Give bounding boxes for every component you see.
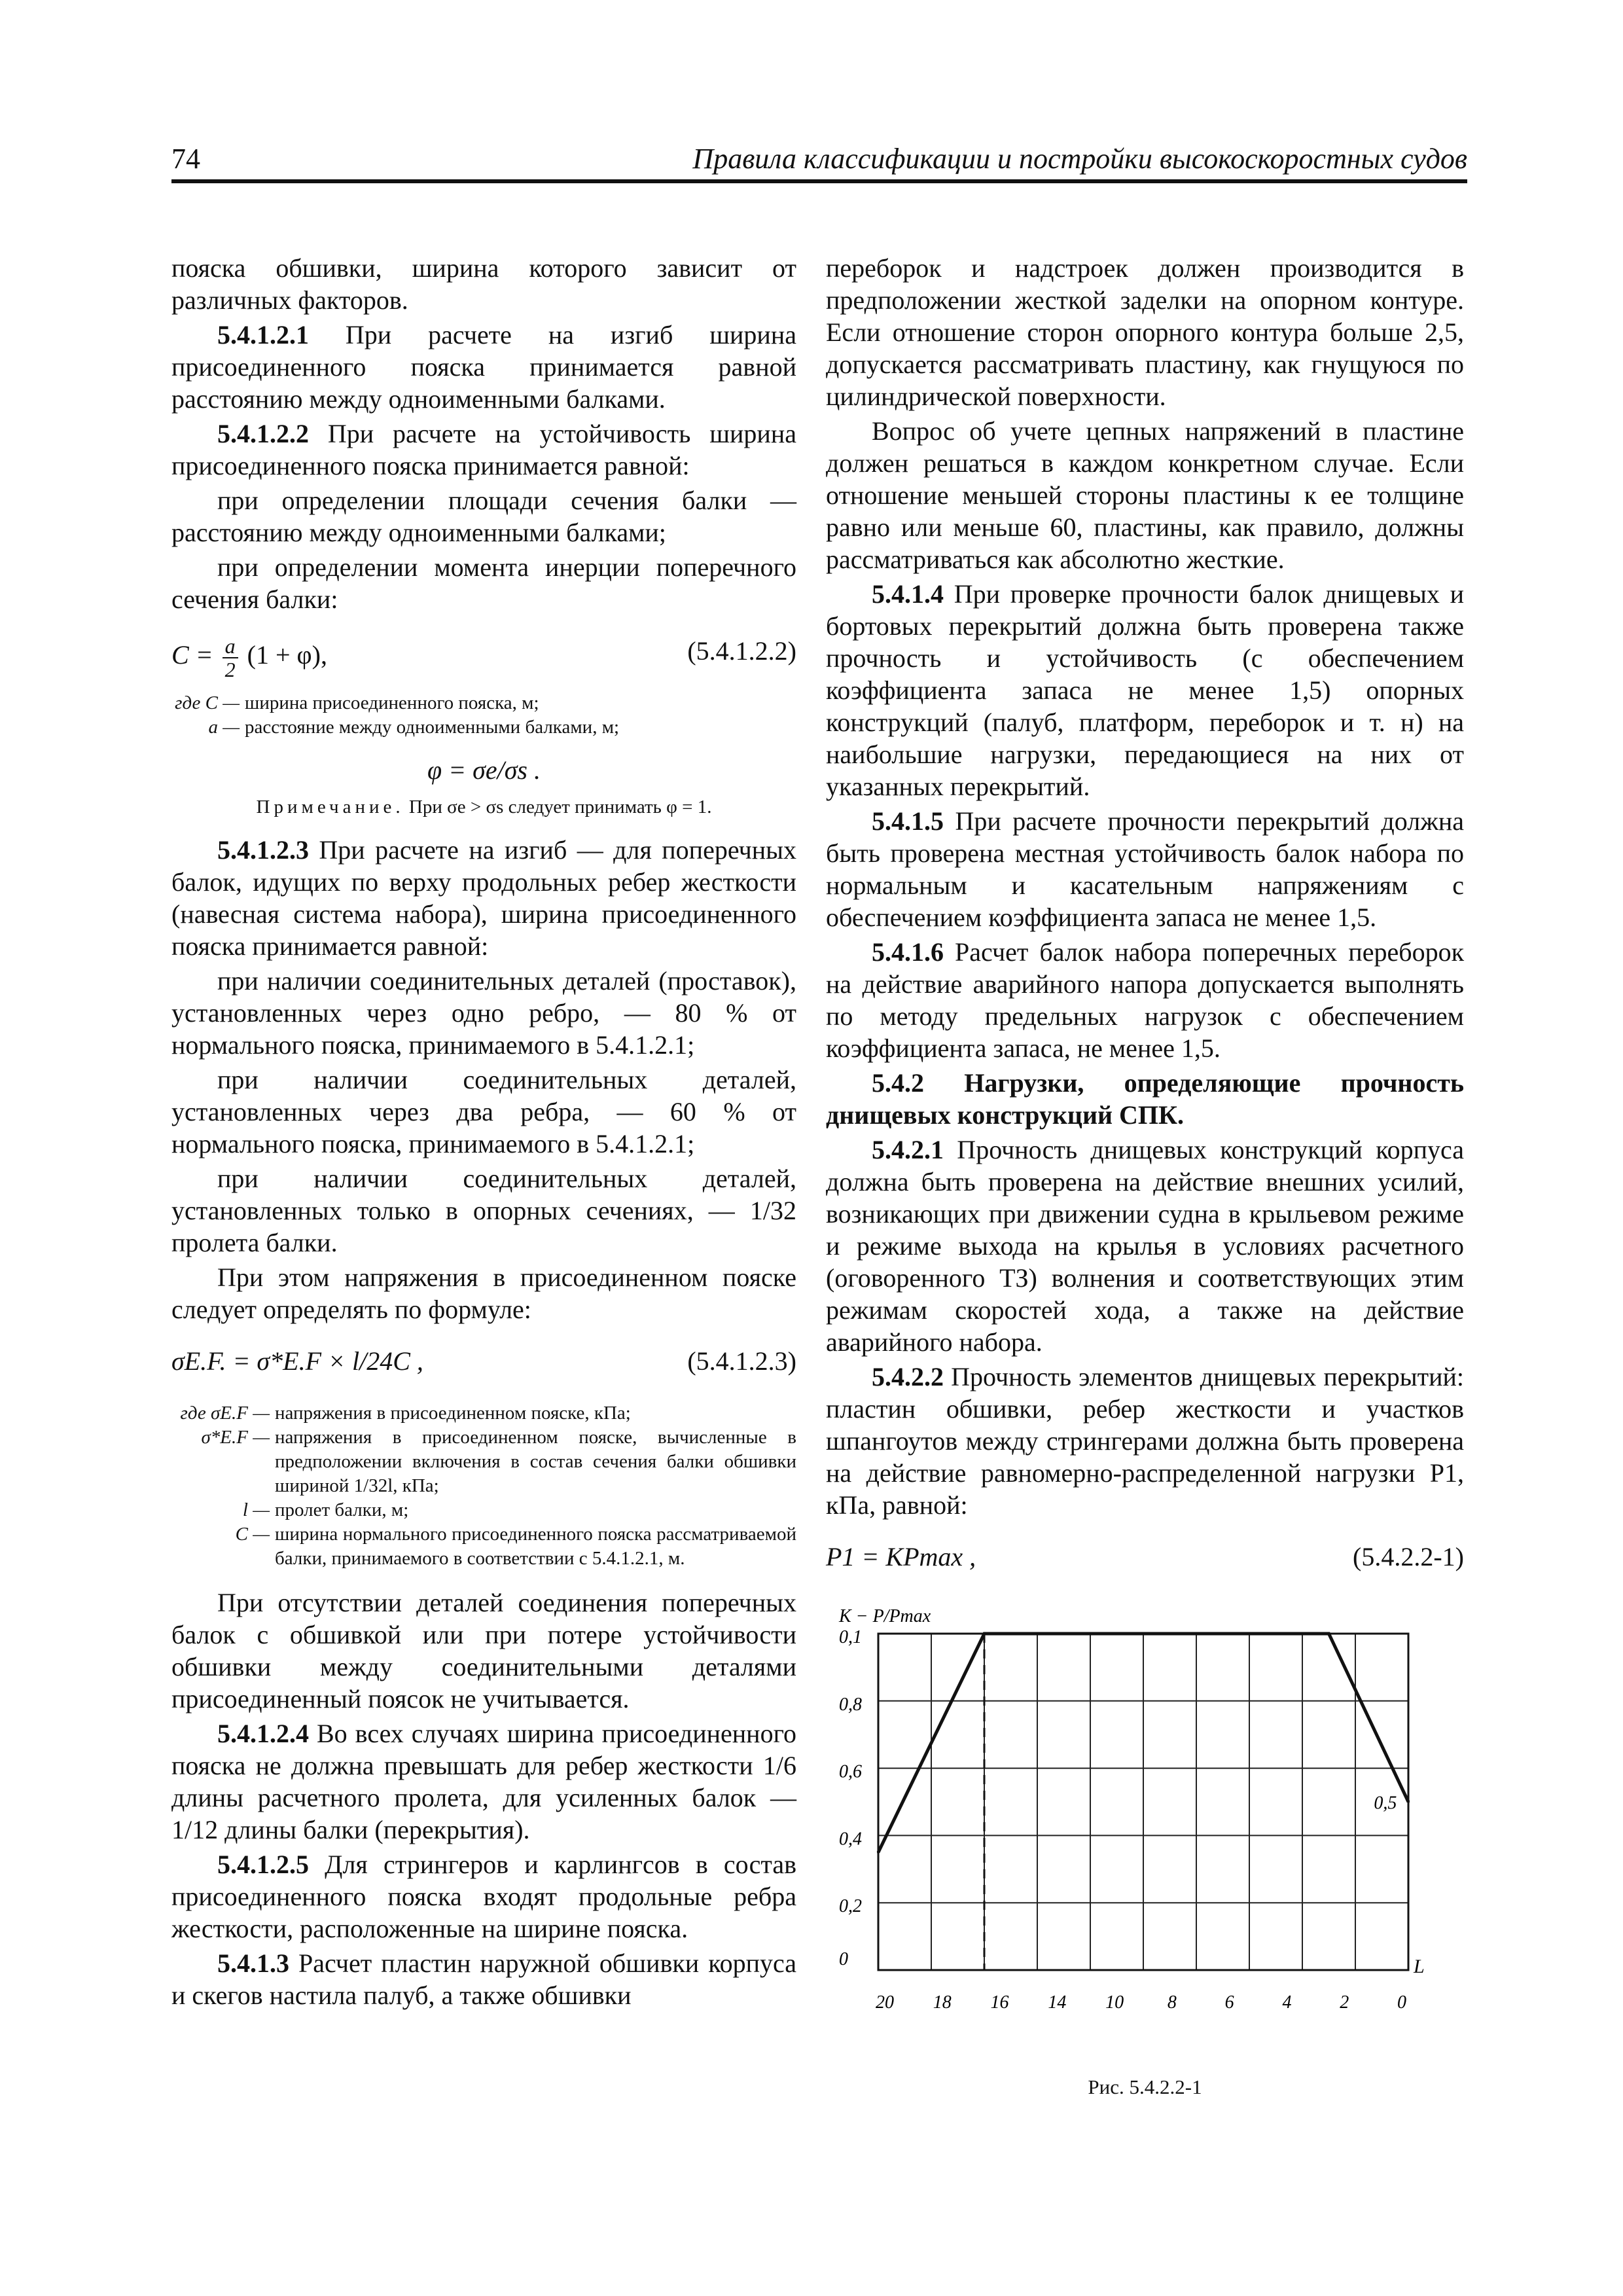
clause-text: Расчет пластин наружной обшивки корпуса и скегов настила палуб, а также обшивки [171, 1948, 796, 2010]
paragraph: Вопрос об учете цепных напряжений в пластине должен решаться в каждом конкретном случае. Если отношение меньшей стороны пластины к ее толщине равно или меньше 60, пластины, как правило, должны рассматриваться как абсолютно жесткие. [826, 416, 1464, 574]
clause-number: 5.4.1.2.4 [217, 1719, 309, 1748]
clause-text: При расчете на устойчивость ширина присоединенного пояска принимается равной: [171, 419, 796, 480]
x-tick-label: 0 [1397, 1992, 1406, 2013]
section-heading: 5.4.2 Нагрузки, определяющие прочность днищевых конструкций СПК. [826, 1068, 1464, 1130]
legend-definition: напряжения в присоединенном пояске, кПа; [275, 1403, 631, 1424]
y-tick-label: 0,1 [839, 1627, 862, 1647]
fraction [223, 635, 238, 681]
paragraph [171, 1947, 796, 2011]
legend-list [171, 691, 796, 740]
x-tick-label: 8 [1167, 1992, 1177, 2013]
clause-text: Во всех случаях ширина присоединенного пояска не должна превышать для ребер жесткости 1/6 длины расчетного пролета, для усиленных балок — 1/12 длины балки (перекрытия). [171, 1719, 796, 1844]
paragraph [171, 1717, 796, 1846]
paragraph [171, 1848, 796, 1945]
note [171, 795, 796, 819]
clause-text: Расчет балок набора поперечных переборок на действие аварийного напора допускается выполнять по методу предельных нагрузок с обеспечением коэффициента запаса, не менее 1,5. [826, 937, 1464, 1063]
note-text: При σe > σs следует принимать φ = 1. [404, 797, 712, 817]
fraction-numerator: a [223, 635, 238, 658]
running-title: Правила классификации и постройки высокоскоростных судов [692, 143, 1467, 175]
clause-text: При расчете на изгиб ширина присоединенного пояска принимается равной расстоянию между одноименными балками. [171, 320, 796, 414]
x-tick-label: 6 [1224, 1992, 1234, 2013]
paragraph: пояска обшивки, ширина которого зависит от различных факторов. [171, 253, 796, 315]
x-tick-label: 4 [1282, 1992, 1292, 2013]
figure-caption: Рис. 5.4.2.2-1 [1088, 2075, 1202, 2098]
paragraph [826, 1134, 1464, 1358]
legend-symbol: C — [235, 1524, 270, 1545]
page-number: 74 [171, 143, 200, 175]
paragraph [171, 319, 796, 415]
paragraph [171, 418, 796, 482]
legend-item [171, 1522, 796, 1571]
fraction-denominator: 2 [224, 658, 236, 681]
formula-lhs: C = [171, 640, 213, 670]
x-tick-label: 14 [1048, 1992, 1067, 2013]
clause-number: 5.4.1.2.2 [217, 419, 309, 448]
clause-text: Прочность днищевых конструкций корпуса должна быть проверена на действие внешних усилий, возникающих при движении судна в крыльевом режиме и режиме выхода на крылья в условиях расчетного (оговоренного ТЗ) волнения и соответствующих этим режимам скоростей хода, а также на действие аварийного набора. [826, 1135, 1464, 1357]
formula-rhs: (1 + φ), [247, 640, 327, 670]
clause-number: 5.4.1.5 [872, 806, 944, 836]
clause-number: 5.4.2.1 [872, 1135, 944, 1164]
legend-symbol: σ*E.F — [201, 1427, 270, 1448]
formula-number: (5.4.1.2.2) [687, 636, 796, 666]
clause-number: 5.4.1.3 [217, 1948, 289, 1978]
y-axis-label: K − P/Pmax [839, 1606, 931, 1626]
paragraph: при определении площади сечения балки — расстоянию между одноименными балками; [171, 486, 796, 547]
legend-item [171, 1426, 796, 1498]
phi-formula: φ = σe/σs . [427, 755, 541, 785]
y-tick-label: 0,6 [839, 1761, 862, 1782]
paragraph: при наличии соединительных деталей, установленных только в опорных сечениях, — 1/32 пролета балки. [171, 1164, 796, 1257]
legend-symbol: где C — [175, 692, 240, 713]
note-label: Примечание. [256, 797, 404, 817]
clause-text: При расчете на изгиб — для поперечных балок, идущих по верху продольных ребер жесткости (навесная система набора), ширина присоединенного пояска принимается равной: [171, 835, 796, 961]
clause-text: При проверке прочности балок днищевых и бортовых перекрытий должна быть проверена также прочность и устойчивость (с обеспечением коэффициента запаса не менее 1,5) опорных конструкций (палуб, платформ, переборок и т. н) на наибольшие нагрузки, передающиеся на них от указанных перекрытий. [826, 579, 1464, 801]
x-axis-label: L [1414, 1956, 1425, 1977]
clause-number: 5.4.1.2.5 [217, 1850, 309, 1879]
paragraph [171, 834, 796, 962]
paragraph: При этом напряжения в присоединенном пояске следует определять по формуле: [171, 1263, 796, 1324]
x-tick-label: 20 [876, 1992, 894, 2013]
page-header [171, 143, 1467, 183]
legend-symbol: где σE.F — [180, 1403, 270, 1424]
paragraph: переборок и надстроек должен производится в предположении жесткой заделки на опорном контуре. Если отношение сторон опорного контура больше 2,5, допускается рассматривать пластину, как гнущуюся по цилиндрической поверхности. [826, 253, 1464, 411]
legend-definition: ширина присоединенного пояска, м; [245, 692, 539, 713]
load-curve-point [1328, 1632, 1330, 1635]
clause-number: 5.4.1.2.1 [217, 320, 309, 350]
paragraph [826, 1361, 1464, 1521]
load-curve-point [983, 1632, 986, 1635]
formula-5-4-2-2-1 [826, 1532, 1464, 1587]
legend-item [171, 1401, 796, 1426]
legend-definition: расстояние между одноименными балками, м; [245, 717, 620, 738]
clause-text: При расчете прочности перекрытий должна быть проверена местная устойчивость балок набора по нормальным и касательным напряжениям с обеспечением коэффициента запаса не менее 1,5. [826, 806, 1464, 932]
paragraph: при наличии соединительных деталей (проставок), установленных через одно ребро, — 80 % от нормального пояска, принимаемого в 5.4.1.2.1; [171, 966, 796, 1060]
formula-expression: σE.F. = σ*E.F × l/24C , [171, 1346, 423, 1376]
load-curve-point [1407, 1801, 1410, 1803]
paragraph [826, 805, 1464, 933]
value-annotation: 0,5 [1374, 1793, 1397, 1814]
legend-item [171, 715, 796, 740]
y-tick-label: 0,2 [839, 1896, 862, 1917]
y-tick-label: 0,4 [839, 1829, 862, 1850]
y-tick-label: 0,8 [839, 1694, 862, 1715]
clause-number: 5.4.1.2.3 [217, 835, 309, 865]
paragraph: при определении момента инерции поперечного сечения балки: [171, 552, 796, 614]
x-tick-label: 18 [933, 1992, 952, 2013]
legend-symbol: l — [242, 1499, 270, 1520]
chart-svg [826, 1597, 1464, 2068]
paragraph: при наличии соединительных деталей, установленных через два ребра, — 60 % от нормального пояска, принимаемого в 5.4.1.2.1; [171, 1065, 796, 1158]
load-coefficient-chart [826, 1597, 1464, 2068]
left-column [171, 252, 796, 2014]
legend-symbol: a — [208, 717, 240, 738]
formula-5-4-1-2-3 [171, 1336, 796, 1391]
formula-number: (5.4.2.2-1) [1353, 1542, 1464, 1571]
x-tick-label: 10 [1105, 1992, 1124, 2013]
legend-definition: напряжения в присоединенном пояске, вычисленные в предположении включения в состав сечения балки обшивки шириной 1/32l, кПа; [275, 1427, 796, 1496]
clause-number: 5.4.2.2 [872, 1362, 944, 1391]
formula-expression: P1 = KPmax , [826, 1542, 976, 1571]
formula-5-4-1-2-2 [171, 626, 796, 681]
clause-number: 5.4.1.6 [872, 937, 944, 967]
paragraph [826, 936, 1464, 1064]
clause-text: Прочность элементов днищевых перекрытий: пластин обшивки, ребер жесткости и участков шпангоутов между стрингерами должна быть проверена на действие равномерно-распределенной нагрузки P1, кПа, равной: [826, 1362, 1464, 1520]
legend-item [171, 691, 796, 715]
x-tick-label: 16 [990, 1992, 1009, 2013]
right-column [826, 252, 1464, 2103]
formula-number: (5.4.1.2.3) [687, 1346, 796, 1376]
formula-expression [171, 635, 327, 681]
clause-number: 5.4.1.4 [872, 579, 944, 609]
x-tick-label: 2 [1340, 1992, 1349, 2013]
legend-definition: пролет балки, м; [275, 1499, 409, 1520]
legend-item [171, 1498, 796, 1522]
paragraph [826, 578, 1464, 802]
load-curve-point [877, 1851, 880, 1854]
paragraph: При отсутствии деталей соединения поперечных балок с обшивкой или при потере устойчивости обшивки между соединительными деталями присоединенный поясок не учитывается. [171, 1588, 796, 1713]
legend-list [171, 1401, 796, 1571]
y-tick-label: 0 [839, 1949, 848, 1969]
legend-definition: ширина нормального присоединенного пояска рассматриваемой балки, принимаемого в соответствии с 5.4.1.2.1, м. [275, 1524, 796, 1569]
clause-text: Для стрингеров и карлингсов в состав присоединенного пояска входят продольные ребра жесткости, расположенные на ширине пояска. [171, 1850, 796, 1943]
